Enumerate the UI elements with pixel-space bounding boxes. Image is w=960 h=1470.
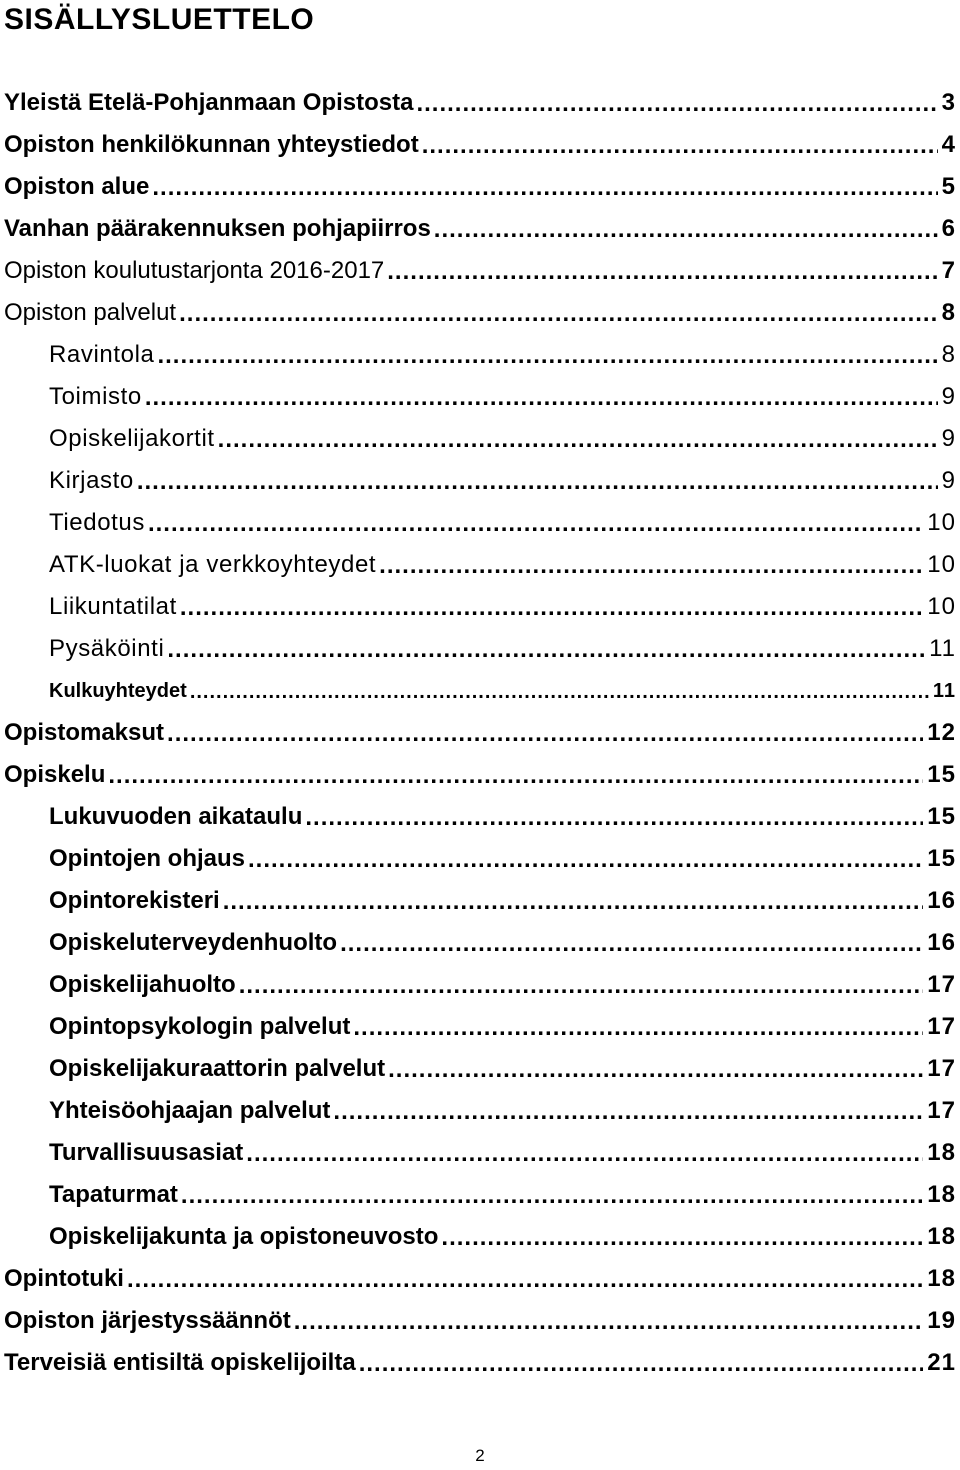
page-title: SISÄLLYSLUETTELO xyxy=(4,3,315,36)
toc-entry-label: Opiskelijahuolto xyxy=(49,971,236,998)
toc-entry-page: 10 xyxy=(927,551,956,578)
toc-entry-label: Tapaturmat xyxy=(49,1181,178,1208)
toc-subentry[interactable] xyxy=(0,586,960,628)
toc-entry-label: ATK-luokat ja verkkoyhteydet xyxy=(49,551,377,578)
toc-entry[interactable] xyxy=(0,166,960,208)
toc-entry[interactable] xyxy=(0,82,960,124)
toc-entry-page: 12 xyxy=(927,719,956,746)
dot-leader xyxy=(157,344,937,368)
toc-subentry[interactable] xyxy=(0,880,960,922)
toc-entry-label: Opintorekisteri xyxy=(49,887,220,914)
toc-entry-label: Opistomaksut xyxy=(4,719,165,746)
toc-entry-label: Opiskelijakunta ja opistoneuvosto xyxy=(49,1223,439,1250)
toc-entry-label: Yhteisöohjaajan palvelut xyxy=(49,1097,331,1124)
toc-entry-page: 7 xyxy=(941,257,956,284)
dot-leader xyxy=(180,596,923,620)
toc-entry-label: Opintopsykologin palvelut xyxy=(49,1013,351,1040)
toc-entry-page: 17 xyxy=(927,1097,956,1124)
toc-entry-label: Terveisiä entisiltä opiskelijoilta xyxy=(4,1349,356,1376)
toc-entry-label: Opiskelijakortit xyxy=(49,425,215,452)
toc-entry[interactable] xyxy=(0,124,960,166)
toc-entry-page: 9 xyxy=(941,467,956,494)
dot-leader xyxy=(108,764,923,788)
toc-entry-page: 15 xyxy=(927,803,956,830)
toc-subentry[interactable] xyxy=(0,1090,960,1132)
toc-entry-page: 3 xyxy=(941,89,956,116)
toc-entry-page: 18 xyxy=(927,1181,956,1208)
toc-entry[interactable] xyxy=(0,250,960,292)
toc-entry-label: Lukuvuoden aikataulu xyxy=(49,803,303,830)
dot-leader xyxy=(167,722,923,746)
toc-subentry[interactable] xyxy=(0,1216,960,1258)
dot-leader xyxy=(333,1100,923,1124)
toc-entry-page: 16 xyxy=(927,887,956,914)
dot-leader xyxy=(137,470,938,494)
toc-entry-label: Pysäköinti xyxy=(49,635,165,662)
toc-entry-page: 18 xyxy=(927,1139,956,1166)
dot-leader xyxy=(145,386,938,410)
toc-subentry[interactable] xyxy=(0,544,960,586)
toc-entry[interactable] xyxy=(0,208,960,250)
toc-entry-page: 8 xyxy=(941,341,956,368)
toc-entry[interactable] xyxy=(0,712,960,754)
toc-subentry[interactable] xyxy=(0,964,960,1006)
toc-subentry[interactable] xyxy=(0,670,960,712)
dot-leader xyxy=(248,848,923,872)
toc-entry-label: Opiston alue xyxy=(4,173,150,200)
toc-entry-page: 8 xyxy=(941,299,956,326)
toc-subentry[interactable] xyxy=(0,838,960,880)
toc-subentry[interactable] xyxy=(0,376,960,418)
toc-entry-page: 5 xyxy=(941,173,956,200)
toc-subentry[interactable] xyxy=(0,334,960,376)
dot-leader xyxy=(181,1184,923,1208)
toc-entry-label: Toimisto xyxy=(49,383,142,410)
dot-leader xyxy=(294,1310,924,1334)
toc-entry-page: 17 xyxy=(927,1055,956,1082)
dot-leader xyxy=(246,1142,923,1166)
toc-entry-page: 11 xyxy=(932,680,956,702)
toc-entry-page: 18 xyxy=(927,1223,956,1250)
toc-entry[interactable] xyxy=(0,292,960,334)
toc-subentry[interactable] xyxy=(0,1048,960,1090)
toc-entry-page: 9 xyxy=(941,425,956,452)
toc-entry-label: Opiston koulutustarjonta 2016-2017 xyxy=(4,257,385,284)
toc-entry-label: Turvallisuusasiat xyxy=(49,1139,244,1166)
toc-entry-label: Opiskelu xyxy=(4,761,106,788)
dot-leader xyxy=(359,1352,924,1376)
dot-leader xyxy=(422,134,938,158)
toc-subentry[interactable] xyxy=(0,1006,960,1048)
toc-entry-page: 19 xyxy=(927,1307,956,1334)
toc-entry-label: Opiston henkilökunnan yhteystiedot xyxy=(4,131,419,158)
toc-entry-page: 16 xyxy=(927,929,956,956)
toc-entry[interactable] xyxy=(0,1258,960,1300)
dot-leader xyxy=(305,806,923,830)
toc-entry-page: 6 xyxy=(941,215,956,242)
toc-entry-page: 10 xyxy=(927,593,956,620)
toc-entry-page: 9 xyxy=(941,383,956,410)
toc-entry-label: Opiskeluterveydenhuolto xyxy=(49,929,338,956)
toc-entry-page: 4 xyxy=(941,131,956,158)
toc-entry-label: Liikuntatilat xyxy=(49,593,177,620)
toc-subentry[interactable] xyxy=(0,460,960,502)
toc-entry-page: 18 xyxy=(927,1265,956,1292)
dot-leader xyxy=(167,638,925,662)
dot-leader xyxy=(388,1058,923,1082)
table-of-contents xyxy=(0,82,960,1384)
toc-entry-label: Opintojen ohjaus xyxy=(49,845,245,872)
toc-entry-label: Ravintola xyxy=(49,341,155,368)
toc-subentry[interactable] xyxy=(0,502,960,544)
dot-leader xyxy=(434,218,938,242)
toc-entry-label: Opiskelijakuraattorin palvelut xyxy=(49,1055,386,1082)
dot-leader xyxy=(441,1226,923,1250)
toc-entry[interactable] xyxy=(0,754,960,796)
toc-entry-label: Yleistä Etelä-Pohjanmaan Opistosta xyxy=(4,89,414,116)
toc-entry-page: 10 xyxy=(927,509,956,536)
dot-leader xyxy=(379,554,923,578)
toc-entry[interactable] xyxy=(0,1342,960,1384)
toc-subentry[interactable] xyxy=(0,418,960,460)
toc-entry[interactable] xyxy=(0,1300,960,1342)
dot-leader xyxy=(190,682,929,702)
dot-leader xyxy=(218,428,938,452)
dot-leader xyxy=(152,176,937,200)
dot-leader xyxy=(223,890,924,914)
dot-leader xyxy=(340,932,923,956)
dot-leader xyxy=(416,92,937,116)
toc-entry-label: Opintotuki xyxy=(4,1265,124,1292)
toc-entry-page: 17 xyxy=(927,1013,956,1040)
dot-leader xyxy=(179,302,938,326)
dot-leader xyxy=(148,512,923,536)
toc-entry-label: Opiston järjestyssäännöt xyxy=(4,1307,291,1334)
toc-subentry[interactable] xyxy=(0,922,960,964)
dot-leader xyxy=(387,260,937,284)
page-number: 2 xyxy=(475,1446,485,1465)
toc-entry-label: Vanhan päärakennuksen pohjapiirros xyxy=(4,215,431,242)
dot-leader xyxy=(239,974,924,998)
toc-entry-page: 21 xyxy=(927,1349,956,1376)
toc-subentry[interactable] xyxy=(0,628,960,670)
toc-subentry[interactable] xyxy=(0,796,960,838)
toc-entry-label: Opiston palvelut xyxy=(4,299,177,326)
dot-leader xyxy=(353,1016,923,1040)
toc-subentry[interactable] xyxy=(0,1132,960,1174)
toc-entry-label: Tiedotus xyxy=(49,509,145,536)
toc-subentry[interactable] xyxy=(0,1174,960,1216)
toc-entry-label: Kulkuyhteydet xyxy=(49,680,187,702)
dot-leader xyxy=(127,1268,923,1292)
toc-entry-page: 15 xyxy=(927,761,956,788)
toc-entry-page: 11 xyxy=(929,635,956,662)
toc-entry-page: 17 xyxy=(927,971,956,998)
toc-entry-label: Kirjasto xyxy=(49,467,134,494)
toc-entry-page: 15 xyxy=(927,845,956,872)
